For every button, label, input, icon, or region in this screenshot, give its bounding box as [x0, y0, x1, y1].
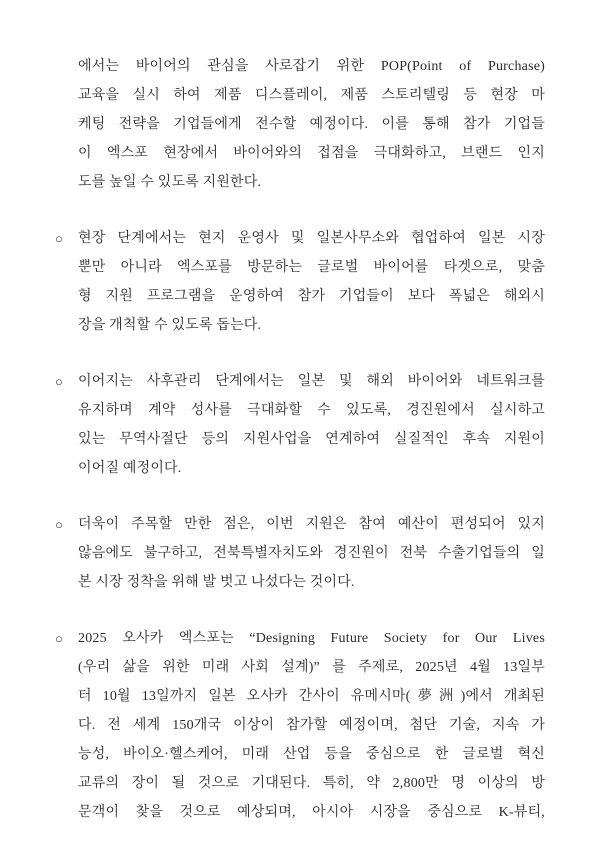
- text-line: 이어지는 사후관리 단계에서는 일본 및 해외 바이어와 네트워크를: [78, 374, 545, 389]
- text-line: 이 엑스포 현장에서 바이어와의 접점을 극대화하고, 브랜드 인지: [78, 146, 545, 161]
- text-line: 2025 오사카 엑스포는 “Designing Future Society for Our Lives: [78, 631, 545, 646]
- text-line: 본 시장 정착을 위해 발 벗고 나섰다는 것이다.: [78, 575, 355, 590]
- text-line: 케팅 전략을 기업들에게 전수할 예정이다. 이를 통해 참가 기업들: [78, 117, 545, 132]
- text-line: 장을 개척할 수 있도록 돕는다.: [78, 318, 262, 333]
- text-line: 않음에도 불구하고, 전북특별자치도와 경진원이 전북 수출기업들의 일: [78, 546, 545, 561]
- text-line: 뿐만 아니라 엑스포를 방문하는 글로벌 바이어를 타겟으로, 맞춤: [78, 260, 545, 275]
- text-line: 능성, 바이오·헬스케어, 미래 산업 등을 중심으로 한 글로벌 혁신: [78, 747, 545, 762]
- text-line: 유지하며 계약 성사를 극대화할 수 있도록, 경진원에서 실시하고: [78, 403, 545, 418]
- paragraph-lines: [78, 52, 545, 197]
- paragraph: [55, 224, 545, 340]
- bullet-marker: ○: [55, 517, 63, 532]
- text-line: 더욱이 주목할 만한 점은, 이번 지원은 참여 예산이 편성되어 있지: [78, 517, 545, 532]
- bullet-marker: ○: [55, 231, 63, 246]
- text-line: 형 지원 프로그램을 운영하여 참가 기업들이 보다 폭넓은 해외시: [78, 289, 545, 304]
- text-line: 에서는 바이어의 관심을 사로잡기 위한 POP(Point of Purchase): [78, 59, 545, 74]
- paragraph-lines: [78, 224, 545, 340]
- text-line: 교류의 장이 될 것으로 기대된다. 특히, 약 2,800만 명 이상의 방: [78, 776, 545, 791]
- paragraph: [55, 510, 545, 597]
- bullet-marker: ○: [55, 631, 63, 646]
- text-line: (우리 삶을 위한 미래 사회 설계)” 를 주제로, 2025년 4월 13일부: [78, 660, 545, 675]
- text-line: 있는 무역사절단 등의 지원사업을 연계하여 실질적인 후속 지원이: [78, 432, 545, 447]
- text-line: 교육을 실시 하여 제품 디스플레이, 제품 스토리텔링 등 현장 마: [78, 88, 545, 103]
- text-line: 문객이 찾을 것으로 예상되며, 아시아 시장을 중심으로 K-뷰티,: [78, 805, 545, 820]
- paragraph-lines: [78, 510, 545, 597]
- bullet-marker: ○: [55, 374, 63, 389]
- text-line: 다. 전 세계 150개국 이상이 참가할 예정이며, 첨단 기술, 지속 가: [78, 718, 545, 733]
- paragraph: [55, 367, 545, 483]
- paragraph: [55, 52, 545, 197]
- paragraph-lines: [78, 624, 545, 827]
- text-line: 이어질 예정이다.: [78, 461, 182, 476]
- paragraph: [55, 624, 545, 827]
- paragraph-lines: [78, 367, 545, 483]
- text-line: 터 10월 13일까지 일본 오사카 간사이 유메시마(夢洲)에서 개최된: [78, 689, 545, 704]
- text-line: 도를 높일 수 있도록 지원한다.: [78, 175, 262, 190]
- text-line: 현장 단계에서는 현지 운영사 및 일본사무소와 협업하여 일본 시장: [78, 231, 545, 246]
